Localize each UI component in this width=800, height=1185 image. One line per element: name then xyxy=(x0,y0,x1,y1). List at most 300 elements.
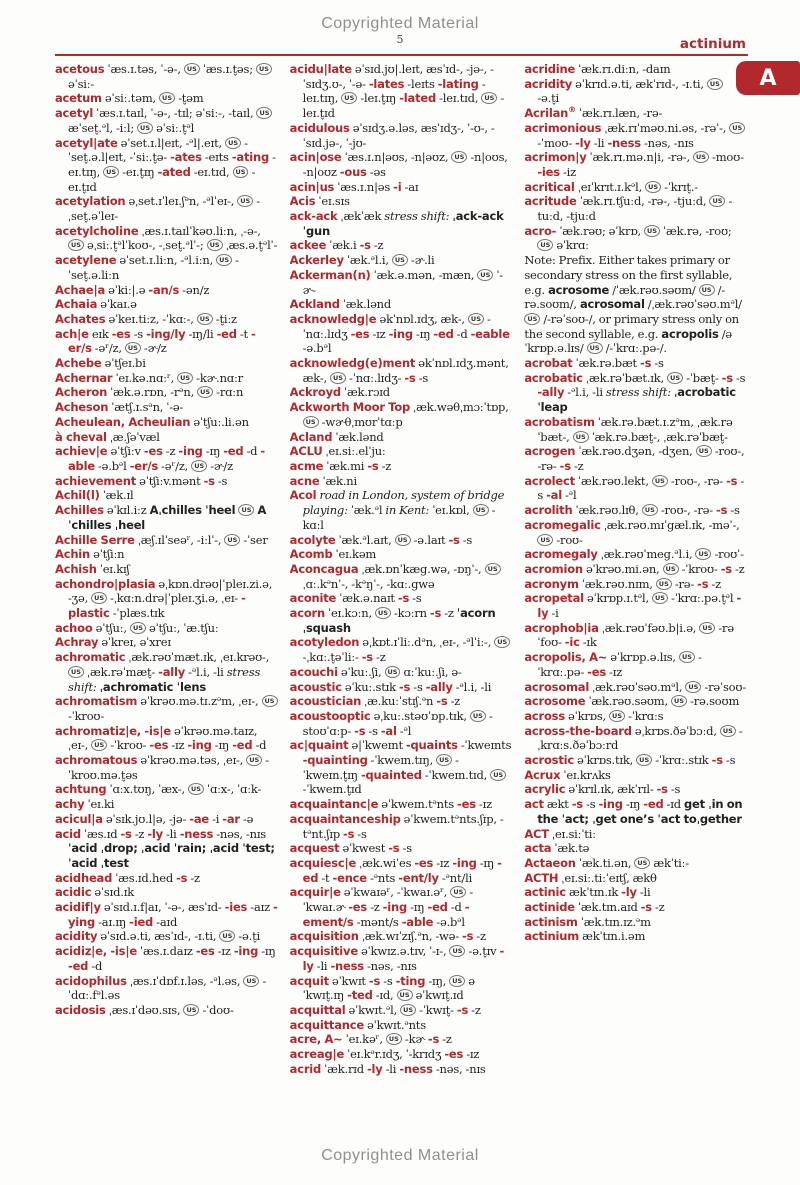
headword: acrosomal xyxy=(524,679,590,694)
inflection-suffix: -ed xyxy=(302,855,502,885)
column-right xyxy=(524,62,747,1140)
dictionary-entry: acrobatic ˌæk.rəˈbæt.ɪk, US -ˈbæt̬- -s -s -ally -ᵊl.i, -li stress shift: ˌacrobatic ˈleap xyxy=(524,370,746,415)
headword: Achish xyxy=(55,561,97,576)
inflection-suffix: -ing xyxy=(598,797,623,812)
us-pronunciation-icon: US xyxy=(695,548,711,560)
dictionary-entry: acrimon|y ˈæk.rɪ.mə.n|i, -rə-, US -moʊ- -ies -iz xyxy=(524,150,744,179)
us-pronunciation-icon: US xyxy=(103,166,119,178)
us-pronunciation-icon: US xyxy=(573,431,589,443)
us-pronunciation-icon: US xyxy=(642,504,658,516)
dictionary-entry: acrolect ˈæk.rəʊ.lekt, US -roʊ-, -rə- -s -s -al -ᵊl xyxy=(524,473,745,503)
inflection-suffix: -eable xyxy=(470,326,510,341)
us-pronunciation-icon: US xyxy=(729,122,745,134)
inflection-suffix: -ed xyxy=(223,444,244,459)
watermark-bottom: Copyrighted Material xyxy=(321,1147,479,1164)
headword: acromion xyxy=(524,561,583,576)
stress-phrase: ˈacorn ˌsquash xyxy=(302,606,496,635)
us-pronunciation-icon: US xyxy=(485,563,501,575)
italic-note: stress shift: xyxy=(384,209,450,224)
headword: acquaintanc|e xyxy=(289,797,379,812)
us-pronunciation-icon: US xyxy=(537,239,553,251)
dictionary-entry: acromegalic ˌæk.rəʊ.mɪˈgæl.ɪk, -məˈ-, US -roʊ- xyxy=(524,517,740,547)
dictionary-entry: Actaeon ˈæk.ti.ən, US ækˈtiː- xyxy=(524,855,689,870)
headword: acidif|y xyxy=(55,900,101,915)
dictionary-entry: acotyledon əˌkɒt.ɪˈliː.dᵊn, ˌeɪ-, -ᵊlˈiː-, US -ˌkɑː.t̬əˈliː- -s -z xyxy=(290,635,513,664)
dictionary-entry: ac|quaint ə|ˈkweɪnt -quaints -ˈkweɪnts -quainting -ˈkweɪn.tɪŋ, US -ˈkweɪn.t̬ɪŋ -quainted -ˈkweɪn.tɪd, US -ˈkweɪn.t̬ɪd xyxy=(289,738,512,797)
dictionary-entry: acidulous əˈsɪdʒ.ə.ləs, æsˈɪdʒ-, ˈ-ʊ-, -ˈsɪd.jə-, ˈ-jʊ- xyxy=(289,120,495,150)
dictionary-entry: actinic ækˈtɪn.ɪk -ly -li xyxy=(524,885,651,900)
inflection-suffix: -ing/ly xyxy=(146,326,186,341)
headword: acidhead xyxy=(55,870,113,885)
dictionary-entry: acknowledg(e)ment əkˈnɒl.ɪdʒ.mənt, æk-, US -ˈnɑː.lɪdʒ- -s -s xyxy=(289,356,509,385)
headword: across-the-board xyxy=(524,723,632,738)
dictionary-entry: acquisitive əˈkwɪz.ə.tɪv, ˈ-ɪ-, US -ə.t̬ɪv -ly -li -ness -nəs, -nɪs xyxy=(289,944,505,973)
inflection-suffix: -quaints xyxy=(405,738,458,753)
headword: Acrilan® xyxy=(524,105,576,121)
dictionary-entry: acidu|late əˈsɪd.jʊ|.leɪt, æsˈɪd-, -jə-, -ˈsɪdʒ.ʊ-, ˈ-ə- -lates -leɪts -lating -leɪ.tɪŋ, US -leɪ.t̬ɪŋ -lated -leɪ.tɪd, US -leɪ.t̬ɪd xyxy=(289,62,505,121)
dictionary-entry: acetylene əˈset.ɪ.liːn, -ᵊl.iːn, US -ˈset̬.ə.liːn xyxy=(55,253,239,282)
inflection-suffix: -lated xyxy=(399,91,436,106)
dictionary-entry: acquest əˈkwest -s -s xyxy=(289,841,412,856)
headword: Actaeon xyxy=(524,855,576,870)
dictionary-entry: achromatous əˈkrəʊ.mə.təs, ˌeɪ-, US -ˈkroʊ.mə.t̬əs xyxy=(55,753,269,782)
dictionary-entry: acronym ˈæk.rəʊ.nɪm, US -rə- -s -z xyxy=(524,576,721,591)
headword: acre, A~ xyxy=(289,1032,343,1047)
dictionary-entry: acritude ˈæk.rɪ.tʃuːd, -rə-, -tjuːd, US -tuːd, -tjuːd xyxy=(524,194,733,224)
dictionary-entry: ack-ack ˌækˈæk stress shift: ˌack-ack ˈgun xyxy=(289,209,504,238)
inflection-suffix: -ally xyxy=(537,385,565,400)
us-pronunciation-icon: US xyxy=(537,534,553,546)
inflection-suffix: -ated xyxy=(157,164,191,179)
us-pronunciation-icon: US xyxy=(125,342,141,354)
headword: acquest xyxy=(289,841,340,856)
headword: acetylene xyxy=(55,253,117,268)
dictionary-entry: achiev|e əˈtʃiːv -es -z -ing -ɪŋ -ed -d -able -ə.bᵊl -er/s -əʳ/z, US -ɚ/z xyxy=(55,444,265,473)
us-pronunciation-icon: US xyxy=(663,563,679,575)
headword: Achray xyxy=(55,635,99,650)
headword: acquittance xyxy=(289,1017,364,1032)
dictionary-entry: acritical ˌeɪˈkrɪt.ɪ.kᵊl, US -ˈkrɪt̬.- xyxy=(524,179,698,194)
dictionary-entry: acouchi əˈkuː.ʃi, US ɑːˈkuː.ʃi, ə- xyxy=(289,664,462,679)
inflection-suffix: -s xyxy=(368,973,381,988)
dictionary-entry: actinium ækˈtɪn.i.əm xyxy=(524,929,646,944)
us-pronunciation-icon: US xyxy=(68,239,84,251)
us-pronunciation-icon: US xyxy=(494,636,510,648)
us-pronunciation-icon: US xyxy=(436,754,452,766)
inflection-suffix: -s xyxy=(711,753,723,768)
dictionary-entry: acme ˈæk.mi -s -z xyxy=(289,458,392,473)
dictionary-entry: acetylation əˌset.ɪˈleɪ.ʃᵊn, -ᵊlˈeɪ-, US -ˌset̬.əˈleɪ- xyxy=(55,194,260,224)
headword: Achil(l) xyxy=(55,488,100,503)
header-rule xyxy=(55,54,748,56)
inflection-suffix: -ed xyxy=(68,958,89,973)
dictionary-entry: acquaintanceship əˈkweɪn.tᵊnts.ʃɪp, -tᵊnt.ʃɪp -s -s xyxy=(289,811,504,841)
headword: acrogen xyxy=(524,444,576,459)
inflection-suffix: -ed xyxy=(643,797,664,812)
inflection-suffix: -s xyxy=(397,591,410,606)
inflection-suffix: -s xyxy=(354,723,366,738)
inflection-suffix: -s xyxy=(571,797,583,812)
headword: achiev|e xyxy=(55,444,108,459)
dictionary-entry: acrogen ˈæk.rəʊ.dʒən, -dʒen, US -roʊ-, -rə- -s -z xyxy=(524,444,745,473)
headword: Acrux xyxy=(524,767,561,782)
headword: Acheson xyxy=(55,400,109,415)
dictionary-entry: ACTH ˌeɪ.siː.tiːˈeɪtʃ, ækθ xyxy=(524,870,657,885)
inflection-suffix: -ting xyxy=(395,973,426,988)
dictionary-entry: acreag|e ˈeɪ.kᵊr.ɪdʒ, ˈ-krɪdʒ -es -ɪz xyxy=(289,1047,480,1062)
inflection-suffix: -ness xyxy=(399,1061,433,1076)
dictionary-entry: Achil(l) ˈæk.ɪl xyxy=(55,488,134,503)
us-pronunciation-icon: US xyxy=(473,504,489,516)
headword: acrimonious xyxy=(524,120,602,135)
inflection-suffix: -s xyxy=(398,679,411,694)
inflection-suffix: -ly xyxy=(302,944,505,973)
headword: Acland xyxy=(289,429,333,444)
dictionary-entry: ACT ˌeɪ.siːˈtiː xyxy=(524,826,596,841)
us-pronunciation-icon: US xyxy=(644,225,660,237)
inflection-suffix: -es xyxy=(195,944,215,959)
italic-note: in Kent: xyxy=(385,503,430,518)
us-pronunciation-icon: US xyxy=(490,769,506,781)
inflection-suffix: -ing xyxy=(388,326,413,341)
dictionary-entry: acidic əˈsɪd.ɪk xyxy=(55,885,134,900)
inflection-suffix: -al xyxy=(546,488,562,503)
dictionary-entry: acetyl|ate əˈset.ɪ.l|eɪt, -ᵊl|.eɪt, US -ˈset̬.ə.l|eɪt, -ˈsiː.t̬ə- -ates -eɪts -ating -eɪ.tɪŋ, US -eɪ.t̬ɪŋ -ated -eɪ.tɪd, US -eɪ.t̬ɪd xyxy=(55,135,276,194)
inflection-suffix: -s xyxy=(721,370,733,385)
inflection-suffix: -s xyxy=(427,1032,440,1047)
dictionary-entry: Aconcagua ˌæk.ɒnˈkæg.wə, -ɒŋˈ-, US ˌɑː.kᵊnˈ-, -kᵊŋˈ-, -kɑː.gwə xyxy=(290,562,513,591)
us-pronunciation-icon: US xyxy=(207,239,223,251)
headword: acne xyxy=(289,473,320,488)
inflection-suffix: -s xyxy=(656,782,668,797)
headword: acetylcholine xyxy=(55,223,139,238)
headword: acidosis xyxy=(55,1003,106,1017)
dictionary-entry: ach|e eɪk -es -s -ing/ly -ɪŋ/li -ed -t -er/s -əʳ/z, US -ɚ/z xyxy=(55,326,256,356)
dictionary-entry: acoustician ˌæ.kuːˈstɪʃ.ᵊn -s -z xyxy=(289,694,461,709)
dictionary-entry: acquaintanc|e əˈkweɪn.tᵊnts -es -ɪz xyxy=(289,797,492,812)
inflection-suffix: -ing xyxy=(382,900,408,915)
inflection-suffix: -ying xyxy=(68,900,278,929)
headword: Acheron xyxy=(55,385,108,400)
stress-phrase: ˈacid ˌdrop; ˌacid ˈrain; ˌacid ˈtest; ˈacid ˌtest xyxy=(68,841,275,870)
us-pronunciation-icon: US xyxy=(667,372,683,384)
dictionary-entry: acidif|y əˈsɪd.ɪ.f|aɪ, ˈ-ə-, æsˈɪd- -ies -aɪz -ying -aɪ.ɪŋ -ied -aɪd xyxy=(55,900,278,929)
headword: ACT xyxy=(524,826,549,841)
letter-tab-a: A xyxy=(736,61,800,95)
headword: acidiz|e, -is|e xyxy=(55,944,137,959)
headword: acquittal xyxy=(289,1003,346,1017)
dictionary-entry: acquittal əˈkwɪt.ᵊl, US -ˈkwɪt̬- -s -z xyxy=(289,1003,481,1017)
dictionary-entry: Acol road in London, system of bridge playing: ˈæk.ᵊl in Kent: ˈeɪ.kɒl, US -kɑːl xyxy=(289,488,505,532)
us-pronunciation-icon: US xyxy=(219,930,235,942)
inflection-suffix: -lates xyxy=(368,76,405,91)
headword: acrosome xyxy=(524,694,586,709)
dictionary-entry: actinism ˈæk.tɪn.ɪz.ᵊm xyxy=(524,914,651,929)
page-number: 5 xyxy=(396,33,404,46)
dictionary-entry: Achernar ˈeɪ.kə.nɑːʳ, US -kɚ.nɑːr xyxy=(55,370,243,385)
dictionary-entry: acrid ˈæk.rɪd -ly -li -ness -nəs, -nɪs xyxy=(289,1061,486,1076)
headword: acropolis, A~ xyxy=(524,650,608,665)
dictionary-entry: Acis ˈeɪ.sɪs xyxy=(289,194,350,209)
us-pronunciation-icon: US xyxy=(720,725,736,737)
headword: Ackland xyxy=(289,297,340,312)
dictionary-entry: aconite ˈæk.ə.naɪt -s -s xyxy=(289,591,422,606)
dictionary-entry: acidiz|e, -is|e ˈæs.ɪ.daɪz -es -ɪz -ing -ɪŋ -ed -d xyxy=(55,944,276,973)
us-pronunciation-icon: US xyxy=(256,107,272,119)
inflection-suffix: -s xyxy=(359,238,371,253)
inflection-suffix: -ness xyxy=(607,135,641,150)
inflection-suffix: -i xyxy=(393,179,402,194)
headword: acidulous xyxy=(289,120,350,135)
headword: acquaintanceship xyxy=(289,811,401,826)
inflection-suffix: -quainting xyxy=(302,753,368,768)
stress-phrase: acropolis xyxy=(661,326,719,341)
headword: ach|e xyxy=(55,326,89,341)
inflection-suffix: -s xyxy=(361,650,373,665)
dictionary-entry: acoustooptic əˌkuː.stəʊˈɒp.tɪk, US -stoʊˈɑːp- -s -s -al -ᵊl xyxy=(289,708,493,738)
us-pronunciation-icon: US xyxy=(183,1004,199,1016)
dictionary-entry: acin|ose ˈæs.ɪ.n|əʊs, -n|əʊz, US -n|oʊs, -n|oʊz -ous -əs xyxy=(289,150,508,179)
dictionary-entry: acrolith ˈæk.rəʊ.lɪθ, US -roʊ-, -rə- -s -s xyxy=(524,503,740,518)
headword: acknowledg|e xyxy=(289,311,377,326)
inflection-suffix: -an/s xyxy=(148,282,180,297)
headword: actinium xyxy=(524,929,580,944)
headword: Achille Serre xyxy=(55,532,135,547)
dictionary-entry: acrophob|ia ˌæk.rəʊˈfəʊ.b|i.ə, US -rəˈfoʊ- -ic -ɪk xyxy=(524,620,734,650)
dictionary-entry: à cheval ˌæ.ʃəˈvæl xyxy=(55,429,160,444)
inflection-suffix: -ted xyxy=(347,988,373,1003)
headword: acotyledon xyxy=(289,635,360,650)
headword: acoustic xyxy=(289,679,342,694)
inflection-suffix: -ating xyxy=(231,150,270,165)
dictionary-entry: acridine ˈæk.rɪ.diːn, -daɪn xyxy=(524,62,671,76)
us-pronunciation-icon: US xyxy=(330,372,346,384)
dictionary-entry: acropetal əˈkrɒp.ɪ.tᵊl, US -ˈkrɑː.pə.t̬ᵊl -ly -i xyxy=(524,591,742,621)
headword: acridine xyxy=(524,62,576,76)
dictionary-entry: Achaia əˈkaɪ.ə xyxy=(55,297,137,312)
dictionary-entry: acid ˈæs.ɪd -s -z -ly -li -ness -nəs, -nɪs ˈacid ˌdrop; ˌacid ˈrain; ˌacid ˈtest; ˈacid ˌtest xyxy=(55,826,275,870)
dictionary-entry: acquisition ˌæk.wɪˈzɪʃ.ᵊn, -wə- -s -z xyxy=(289,929,486,944)
us-pronunciation-icon: US xyxy=(524,313,540,325)
inflection-suffix: -s xyxy=(640,356,652,371)
us-pronunciation-icon: US xyxy=(696,445,712,457)
us-pronunciation-icon: US xyxy=(397,989,413,1001)
us-pronunciation-icon: US xyxy=(224,534,240,546)
headword: acetous xyxy=(55,62,105,76)
dictionary-entry: acidhead ˈæs.ɪd.hed -s -z xyxy=(55,870,200,885)
us-pronunciation-icon: US xyxy=(656,578,672,590)
us-pronunciation-icon: US xyxy=(699,622,715,634)
headword: Ackroyd xyxy=(289,385,341,400)
us-pronunciation-icon: US xyxy=(137,122,153,134)
headword: ackee xyxy=(289,238,327,253)
dictionary-entry: Ackworth Moor Top ˌæk.wəθˌmɔːˈtɒp, US -wɚθˌmʊrˈtɑːp xyxy=(289,400,509,429)
headword: acidity xyxy=(55,929,98,944)
stress-phrase: acrosomal xyxy=(579,297,645,312)
column-middle xyxy=(290,62,513,1140)
headword: achoo xyxy=(55,620,93,635)
us-pronunciation-icon: US xyxy=(449,945,465,957)
dictionary-entry: acre, A~ ˈeɪ.kəʳ, US -kɚ -s -z xyxy=(289,1032,452,1047)
headword: acrimon|y xyxy=(524,150,587,165)
inflection-suffix: -ied xyxy=(129,914,154,929)
headword: acromegaly xyxy=(524,547,598,562)
us-pronunciation-icon: US xyxy=(679,651,695,663)
inflection-suffix: -plastic xyxy=(68,591,246,621)
headword: Achernar xyxy=(55,370,113,385)
watermark-top: Copyrighted Material xyxy=(321,15,479,32)
headword: achtung xyxy=(55,782,107,797)
us-pronunciation-icon: US xyxy=(375,607,391,619)
headword: Acol xyxy=(289,488,317,503)
inflection-suffix: -ed xyxy=(232,738,253,753)
inflection-suffix: -ness xyxy=(179,826,214,841)
running-head: actinium xyxy=(679,36,746,52)
headword: acidu|late xyxy=(289,62,352,76)
inflection-suffix: -s xyxy=(462,929,474,944)
dictionary-entry: acicul|a əˈsɪk.jʊ.l|ə, -jə- -ae -i -ar -ə xyxy=(55,811,254,826)
dictionary-entry: acidosis ˌæs.ɪˈdəʊ.sɪs, US -ˈdoʊ- xyxy=(55,1003,234,1017)
dictionary-entry: acta ˈæk.tə xyxy=(524,841,590,856)
dictionary-entry: acquiesc|e ˌæk.wiˈes -es -ɪz -ing -ɪŋ -ed -t -ence -ᵊnts -ent/ly -ᵊnt/li xyxy=(289,855,502,885)
us-pronunciation-icon: US xyxy=(197,313,213,325)
headword: Achebe xyxy=(55,356,102,371)
inflection-suffix: -ing xyxy=(233,944,259,959)
inflection-suffix: -es xyxy=(444,1047,464,1062)
inflection-suffix: -s xyxy=(716,503,728,518)
dictionary-entry: Achish ˈeɪ.kɪʃ xyxy=(55,561,130,576)
inflection-suffix: -ing xyxy=(452,855,477,870)
headword: achondro|plasia xyxy=(55,576,156,591)
dictionary-entry: Achilles əˈkɪl.iːz Aˌchilles ˈheel US Aˈchilles ˌheel xyxy=(55,503,267,532)
dictionary-entry: achtung ˈɑːx.tʊŋ, ˈæx-, US ˈɑːx-, ˈɑːk- xyxy=(55,782,262,797)
dictionary-entry: achromatiz|e, -is|e əˈkrəʊ.mə.taɪz, ˌeɪ-, US -ˈkroʊ- -es -ɪz -ing -ɪŋ -ed -d xyxy=(55,723,267,753)
us-pronunciation-icon: US xyxy=(634,857,650,869)
dictionary-entry: achondro|plasia əˌkɒn.drəʊ|ˈpleɪ.zi.ə, -ʒə, US -ˌkɑːn.drə|ˈpleɪ.ʒi.ə, ˌeɪ- -plastic -ˈplæs.tɪk xyxy=(55,576,273,621)
us-pronunciation-icon: US xyxy=(470,710,486,722)
inflection-suffix: -ar xyxy=(222,811,240,826)
dictionary-entry: acromegaly ˌæk.rəʊˈmeg.ᵊl.i, US -roʊˈ- xyxy=(524,547,744,562)
headword: acquit xyxy=(289,973,329,988)
dictionary-entry: Acland ˈæk.lənd xyxy=(289,429,384,444)
headword: Achates xyxy=(55,311,106,326)
us-pronunciation-icon: US xyxy=(392,254,408,266)
dictionary-entry: acquir|e əˈkwaɪəʳ, -ˈkwaɪ.əʳ, US -ˈkwaɪ.ɚ -es -z -ing -ɪŋ -ed -d -ement/s -mənt/s -able -ə.bᵊl xyxy=(289,885,474,929)
headword: acin|us xyxy=(289,179,335,194)
headword: Achin xyxy=(55,547,91,562)
dictionary-entry: achy ˈeɪ.ki xyxy=(55,797,115,812)
dictionary-entry: Achin əˈtʃiːn xyxy=(55,547,125,562)
dictionary-entry: acrosome ˈæk.rəʊ.səʊm, US -rə.soʊm xyxy=(524,694,740,709)
us-pronunciation-icon: US xyxy=(587,342,603,354)
inflection-suffix: -ates xyxy=(170,150,202,165)
us-pronunciation-icon: US xyxy=(693,151,709,163)
stress-phrase: ˌacrobatic ˈleap xyxy=(537,385,736,415)
inflection-suffix: -s xyxy=(404,370,416,385)
dictionary-entry: Ackroyd ˈæk.rɔɪd xyxy=(289,385,390,400)
us-pronunciation-icon: US xyxy=(130,622,146,634)
headword: acquiesc|e xyxy=(289,855,357,870)
us-pronunciation-icon: US xyxy=(652,592,668,604)
prefix-note: Note: Prefix. Either takes primary or secondary stress on the first syllable, e.g. acrosome /ˈæk.rəʊ.səʊm/ US /-rə.soʊm/, acrosomal /ˌæk.rəʊˈsəʊ.mᵊl/ US /-rəˈsoʊ-/, or primary stress only on the second syllable, e.g. acropolis /əˈkrɒp.ə.lɪs/ US /-ˈkrɑː.pə-/. xyxy=(524,253,742,356)
headword: Ackworth Moor Top xyxy=(289,400,411,415)
headword: acropetal xyxy=(524,591,584,606)
headword: aconite xyxy=(289,591,337,606)
headword: acta xyxy=(524,841,552,856)
headword: act xyxy=(524,797,544,812)
inflection-suffix: -able xyxy=(401,914,434,929)
headword: acrobatism xyxy=(524,414,595,429)
us-pronunciation-icon: US xyxy=(481,92,497,104)
headword: acrylic xyxy=(524,782,566,797)
italic-note: road in London, system of bridge playing: xyxy=(302,488,505,518)
dictionary-entry: acromion əˈkrəʊ.mi.ən, US -ˈkroʊ- -s -z xyxy=(524,561,745,576)
us-pronunciation-icon: US xyxy=(685,681,701,693)
us-pronunciation-icon: US xyxy=(699,284,715,296)
inflection-suffix: -able xyxy=(68,444,265,473)
us-pronunciation-icon: US xyxy=(468,313,484,325)
dictionary-entry: acropolis, A~ əˈkrɒp.ə.lɪs, US -ˈkrɑː.pə- -es -ɪz xyxy=(524,650,702,679)
inflection-suffix: -s xyxy=(559,458,571,473)
dictionary-entry: achievement əˈtʃiːv.mənt -s -s xyxy=(55,473,228,488)
column-left xyxy=(55,62,278,1140)
inflection-suffix: -ies xyxy=(537,164,560,179)
us-pronunciation-icon: US xyxy=(246,754,262,766)
headword: acidic xyxy=(55,885,92,900)
headword: acrolith xyxy=(524,503,573,518)
inflection-suffix: -ally xyxy=(158,664,186,679)
dictionary-entry: acrylic əˈkrɪl.ɪk, ækˈrɪl- -s -s xyxy=(524,782,681,797)
dictionary-entry: achromatic ˌæk.rəʊˈmæt.ɪk, ˌeɪ.krəʊ-, US ˌæk.rəˈmæt̬- -ally -ᵊl.i, -li stress shift: ˌachromatic ˈlens xyxy=(55,650,270,694)
us-pronunciation-icon: US xyxy=(216,254,232,266)
headword: acoustician xyxy=(289,694,362,709)
us-pronunciation-icon: US xyxy=(177,372,193,384)
us-pronunciation-icon: US xyxy=(386,1033,402,1045)
headword: acoustooptic xyxy=(289,708,371,723)
dictionary-entry: achromatism əˈkrəʊ.mə.tɪ.zᵊm, ˌeɪ-, US -ˈkroʊ- xyxy=(55,694,278,723)
inflection-suffix: -ly xyxy=(537,591,742,621)
headword: acquisition xyxy=(289,929,359,944)
headword: actinic xyxy=(524,885,566,900)
us-pronunciation-icon: US xyxy=(395,534,411,546)
inflection-suffix: -ally xyxy=(425,679,453,694)
us-pronunciation-icon: US xyxy=(385,666,401,678)
headword: Achilles xyxy=(55,503,104,518)
headword: acknowledg(e)ment xyxy=(289,356,416,371)
italic-note: stress shift: xyxy=(68,664,261,694)
inflection-suffix: -ous xyxy=(339,164,367,179)
us-pronunciation-icon: US xyxy=(159,92,175,104)
headword: Ackerman(n) xyxy=(289,267,371,282)
headword: acetylation xyxy=(55,194,126,209)
dictionary-entry: acne ˈæk.ni xyxy=(289,473,357,488)
dictionary-entry: Acrux ˈeɪ.krʌks xyxy=(524,767,611,782)
dictionary-entry: Acheulean, Acheulian əˈtʃuː.li.ən xyxy=(55,414,249,429)
dictionary-entry: across-the-board əˌkrɒs.ðəˈbɔːd, US -ˌkrɑːs.ðəˈbɔːrd xyxy=(524,723,743,753)
headword: acrophob|ia xyxy=(524,620,599,635)
dictionary-entry: Achille Serre ˌæʃ.ɪlˈseəʳ, -iːlˈ-, US -ˈser xyxy=(55,532,268,547)
dictionary-entry: acetous ˈæs.ɪ.təs, ˈ-ə-, US ˈæs.ɪ.t̬əs; US əˈsiː- xyxy=(55,62,278,91)
headword: Ackerley xyxy=(289,253,344,268)
dictionary-entry: Ackland ˈæk.lənd xyxy=(289,297,392,312)
inflection-suffix: -ent/ly xyxy=(398,870,439,885)
headword: acetyl xyxy=(55,106,94,121)
dictionary-entry: acidophilus ˌæs.ɪˈdɒf.ɪ.ləs, -ᵊl.əs, US -ˈdɑː.fᵊl.əs xyxy=(55,973,267,1003)
headword: acromegalic xyxy=(524,517,601,532)
us-pronunciation-icon: US xyxy=(400,1004,416,1016)
inflection-suffix: -s xyxy=(203,473,215,488)
headword: ac|quaint xyxy=(289,738,349,753)
